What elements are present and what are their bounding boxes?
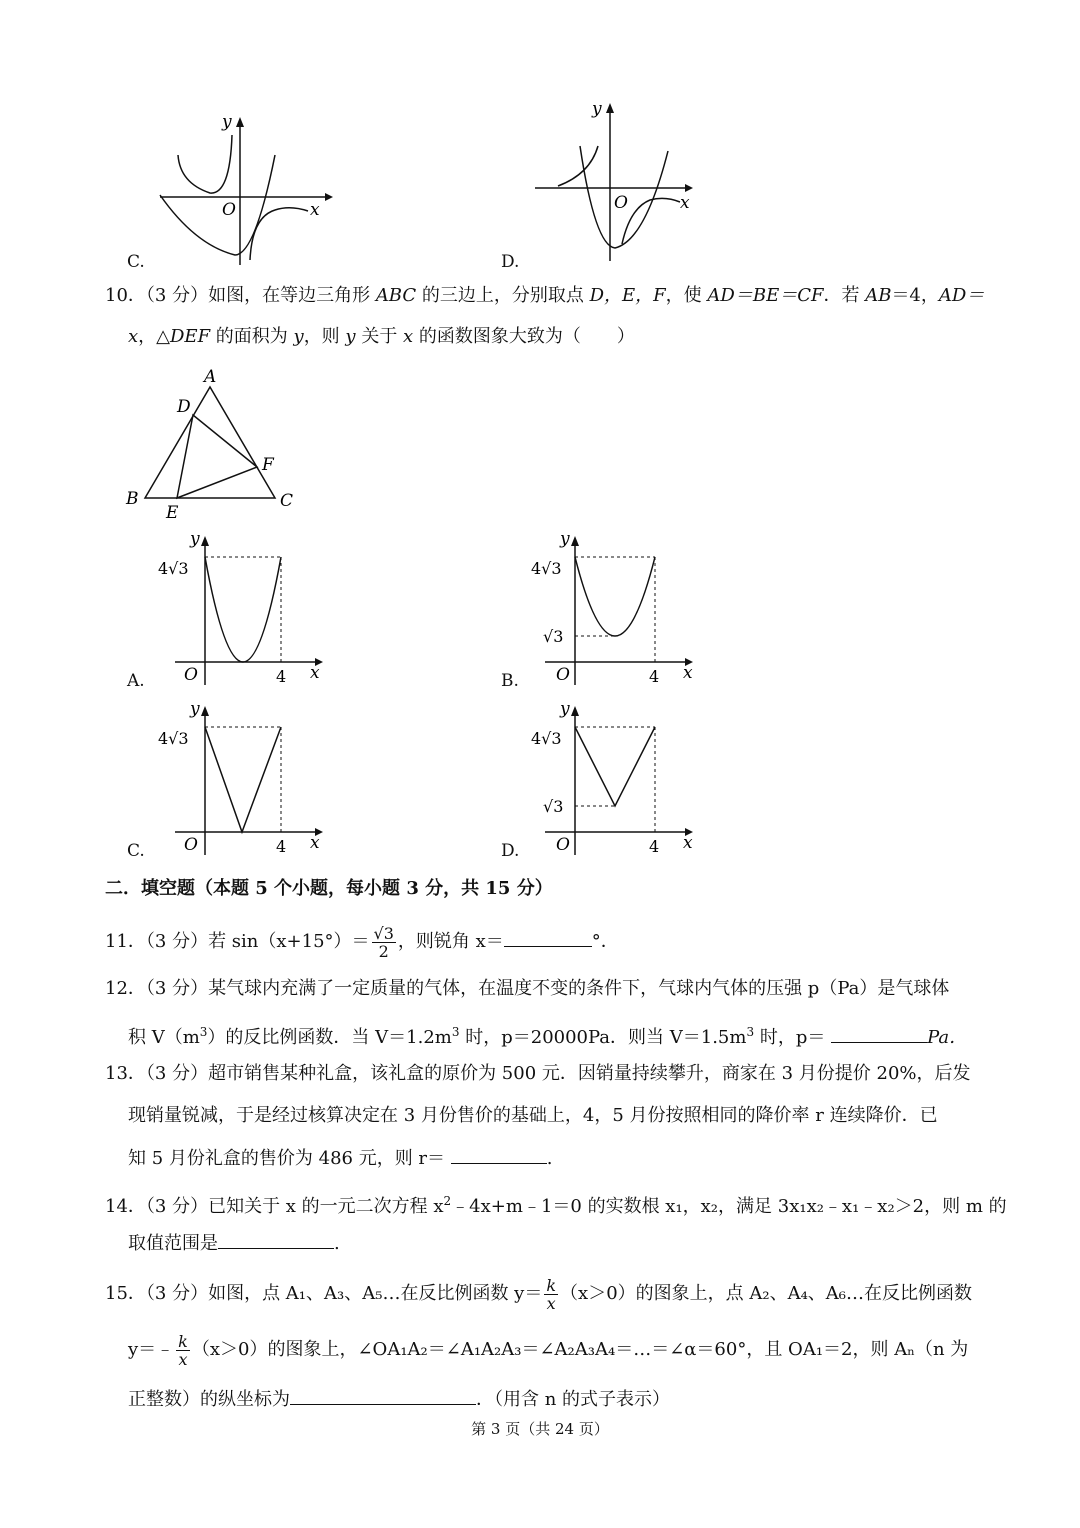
- q12-answer-blank[interactable]: [831, 1026, 927, 1043]
- q15-fraction-2: $\frac{k}{x}$: [178, 1331, 188, 1369]
- q10-triangle-figure: [120, 362, 310, 522]
- triangle-label-d: D: [177, 397, 191, 417]
- q10-line-2: x，△DEF 的面积为 y，则 y 关于 x 的函数图象大致为（ ）: [128, 326, 635, 347]
- q10-graph-b: [525, 530, 705, 690]
- q11-answer-blank[interactable]: [504, 930, 592, 947]
- q9-graph-c: [150, 105, 340, 270]
- tick-4: 4: [649, 837, 660, 856]
- q15-line-2: y＝﹣ $\frac{k}{x}$ （x＞0）的图象上，∠OA₁A₂＝∠A₁A₂A₃＝∠A₂A₃A₄＝…＝∠α＝60°，且 OA₁＝2，则 Aₙ（n 为: [128, 1331, 969, 1369]
- axis-x-label: x: [683, 833, 693, 853]
- q14-answer-blank[interactable]: [218, 1232, 334, 1249]
- option-label-b: B.: [501, 671, 519, 691]
- axis-y-label: y: [592, 99, 602, 119]
- axis-y-label: y: [560, 700, 570, 719]
- option-label-c: C.: [127, 252, 145, 272]
- axis-y-label: y: [222, 112, 232, 132]
- axis-origin: O: [556, 665, 570, 685]
- tick-4sqrt3: 4√3: [158, 729, 189, 748]
- page-footer: 第 3 页（共 24 页）: [471, 1420, 609, 1438]
- q13-line-1: 13．（3 分）超市销售某种礼盒，该礼盒的原价为 500 元．因销量持续攀升，商家在 3 月份提价 20%，后发: [105, 1063, 971, 1084]
- axis-origin: O: [556, 835, 570, 855]
- axis-origin: O: [184, 835, 198, 855]
- q15-line-3: 正整数）的纵坐标为 ．（用含 n 的式子表示）: [128, 1389, 671, 1410]
- option-label-d: D.: [501, 252, 520, 272]
- q14-line-1: 14．（3 分）已知关于 x 的一元二次方程 $x^2﹣4x+m﹣1=0$ 的实数根 x₁，x₂，满足 3x₁x₂﹣x₁﹣x₂＞2，则 m 的: [105, 1194, 1007, 1217]
- axis-x-label: x: [310, 663, 320, 683]
- tick-sqrt3: √3: [543, 797, 564, 816]
- tick-4: 4: [276, 667, 287, 686]
- axis-y-label: y: [190, 700, 200, 719]
- q10-line-1: 10．（3 分）如图，在等边三角形 ABC 的三边上，分别取点 D，E，F，使 AD＝BE＝CF．若 AB＝4，AD＝: [105, 285, 985, 306]
- tick-4sqrt3: 4√3: [158, 559, 189, 578]
- axis-y-label: y: [560, 530, 570, 549]
- tick-4sqrt3: 4√3: [531, 559, 562, 578]
- q15-answer-blank[interactable]: [290, 1388, 476, 1405]
- q12-line-2: 积 $V(m^3)$的反比例函数．当 $V=1.2m^3$ 时，p＝20000Pa．则当 $V=1.5m^3$ 时，p＝ Pa．: [128, 1025, 968, 1048]
- q13-line-2: 现销量锐减，于是经过核算决定在 3 月份售价的基础上，4，5 月份按照相同的降价率 r 连续降价．已: [128, 1105, 938, 1126]
- axis-origin: O: [184, 665, 198, 685]
- option-label-a: A.: [127, 671, 145, 691]
- axis-x-label: x: [683, 663, 693, 683]
- q10-graph-a: [150, 530, 330, 690]
- triangle-label-c: C: [280, 491, 294, 511]
- axis-y-label: y: [190, 530, 200, 549]
- tick-4sqrt3: 4√3: [531, 729, 562, 748]
- axis-x-label: x: [680, 193, 690, 213]
- q12-line-1: 12．（3 分）某气球内充满了一定质量的气体，在温度不变的条件下，气球内气体的压强 p（Pa）是气球体: [105, 978, 950, 999]
- q14-line-2: 取值范围是 .: [128, 1233, 340, 1254]
- q15-line-1: 15．（3 分）如图，点 A₁、A₃、A₅…在反比例函数 y＝ $\frac{k}{x}$ （x＞0）的图象上，点 A₂、A₄、A₆…在反比例函数: [105, 1275, 973, 1313]
- option-label-d2: D.: [501, 841, 520, 861]
- tick-4: 4: [276, 837, 287, 856]
- triangle-label-f: F: [262, 455, 274, 475]
- triangle-label-b: B: [126, 489, 139, 509]
- axis-x-label: x: [310, 833, 320, 853]
- tick-4: 4: [649, 667, 660, 686]
- q11: 11．（3 分）若 sin（x+15°）＝ $\frac{√3}{2}$ ，则锐角 x＝ °．: [105, 923, 619, 961]
- section-2-heading: 二．填空题（本题 5 个小题，每小题 3 分，共 15 分）: [105, 878, 553, 899]
- axis-origin: O: [222, 200, 236, 220]
- q10-graph-d: [525, 700, 705, 860]
- tick-sqrt3: √3: [543, 627, 564, 646]
- axis-origin: O: [614, 193, 628, 213]
- q13-answer-blank[interactable]: [451, 1147, 547, 1164]
- option-label-c2: C.: [127, 841, 145, 861]
- q15-fraction-1: $\frac{k}{x}$: [546, 1275, 557, 1313]
- triangle-label-a: A: [204, 367, 217, 387]
- triangle-label-e: E: [166, 503, 179, 522]
- q10-graph-c: [150, 700, 330, 860]
- q11-fraction: $\frac{√3}{2}$: [373, 923, 394, 961]
- axis-x-label: x: [310, 200, 320, 220]
- q9-graph-d: [530, 96, 710, 266]
- q13-line-3: 知 5 月份礼盒的售价为 486 元，则 r＝ .: [128, 1148, 553, 1169]
